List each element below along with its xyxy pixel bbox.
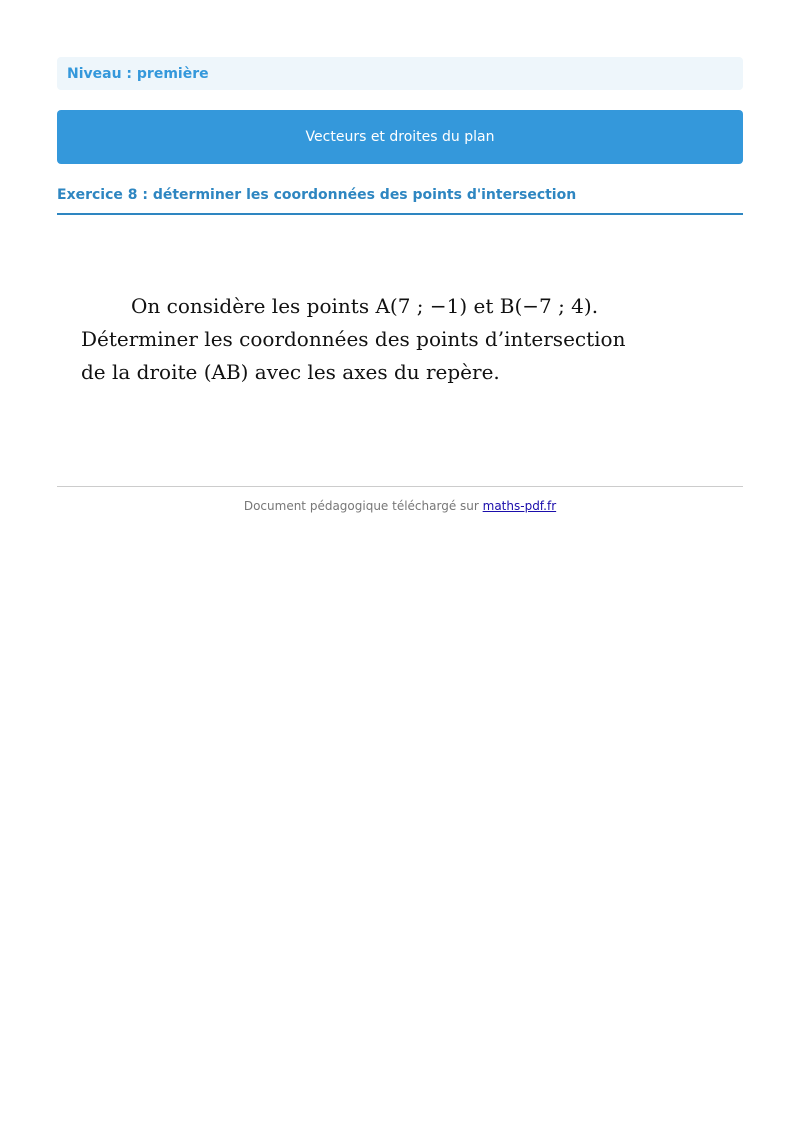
statement-line-2: Déterminer les coordonnées des points d’intersection (81, 327, 626, 351)
footer (57, 498, 743, 514)
footer-divider (57, 486, 743, 487)
statement-line-3: de la droite (AB) avec les axes du repère. (81, 360, 500, 384)
chapter-title: Vecteurs et droites du plan (305, 129, 495, 145)
footer-text: Document pédagogique téléchargé sur (243, 499, 483, 513)
exercise-statement (81, 290, 641, 389)
footer-link[interactable]: maths-pdf.fr (482, 499, 557, 513)
exercise-heading: Exercice 8 : déterminer les coordonnées des points d'intersection (57, 185, 743, 215)
chapter-title-banner (57, 110, 743, 164)
statement-line-1: On considère les points A(7 ; −1) et B(−7 ; 4). (131, 294, 599, 318)
level-box (57, 57, 743, 90)
level-label: Niveau : première (67, 65, 209, 82)
